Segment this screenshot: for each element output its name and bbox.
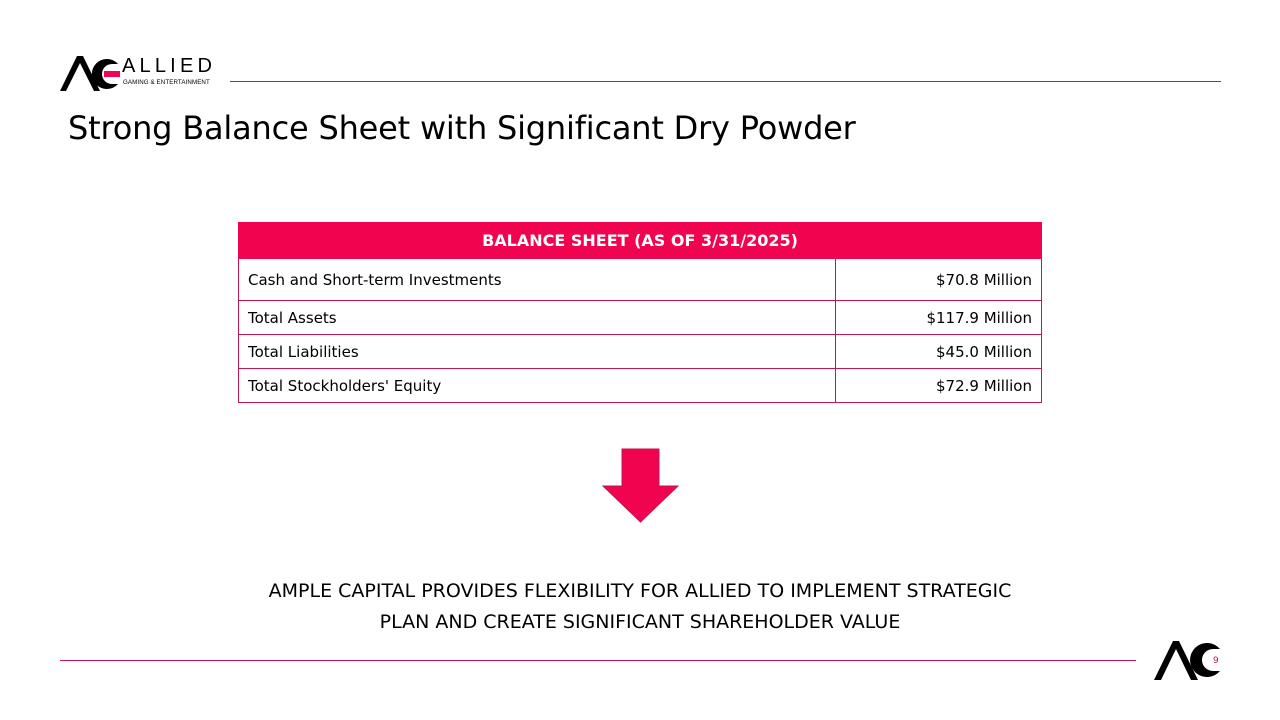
down-arrow-icon bbox=[602, 448, 680, 524]
table-row bbox=[239, 369, 1042, 403]
brand-tagline: GAMING & ENTERTAINMENT bbox=[123, 79, 210, 86]
header-divider bbox=[230, 81, 1221, 82]
table-row bbox=[239, 335, 1042, 369]
table-row bbox=[239, 301, 1042, 335]
page-number: 9 bbox=[1213, 656, 1219, 666]
footer-divider bbox=[60, 660, 1136, 661]
row-label: Total Assets bbox=[239, 301, 836, 335]
balance-sheet-table bbox=[238, 222, 1042, 403]
row-label: Total Liabilities bbox=[239, 335, 836, 369]
statement-line-2: PLAN AND CREATE SIGNIFICANT SHAREHOLDER VALUE bbox=[379, 611, 901, 633]
row-value: $72.9 Million bbox=[836, 369, 1042, 403]
summary-statement bbox=[200, 576, 1080, 638]
ag-logo-icon bbox=[1153, 638, 1221, 682]
row-value: $117.9 Million bbox=[836, 301, 1042, 335]
row-label: Total Stockholders' Equity bbox=[239, 369, 836, 403]
ag-logo-icon bbox=[60, 54, 122, 94]
brand-logo bbox=[60, 54, 225, 94]
balance-sheet-header: BALANCE SHEET (AS OF 3/31/2025) bbox=[239, 223, 1042, 259]
row-value: $70.8 Million bbox=[836, 259, 1042, 301]
page-title: Strong Balance Sheet with Significant Dry Powder bbox=[68, 109, 856, 147]
row-value: $45.0 Million bbox=[836, 335, 1042, 369]
statement-line-1: AMPLE CAPITAL PROVIDES FLEXIBILITY FOR ALLIED TO IMPLEMENT STRATEGIC bbox=[268, 580, 1012, 602]
row-label: Cash and Short-term Investments bbox=[239, 259, 836, 301]
brand-name: ALLIED bbox=[122, 55, 217, 77]
table-row bbox=[239, 259, 1042, 301]
